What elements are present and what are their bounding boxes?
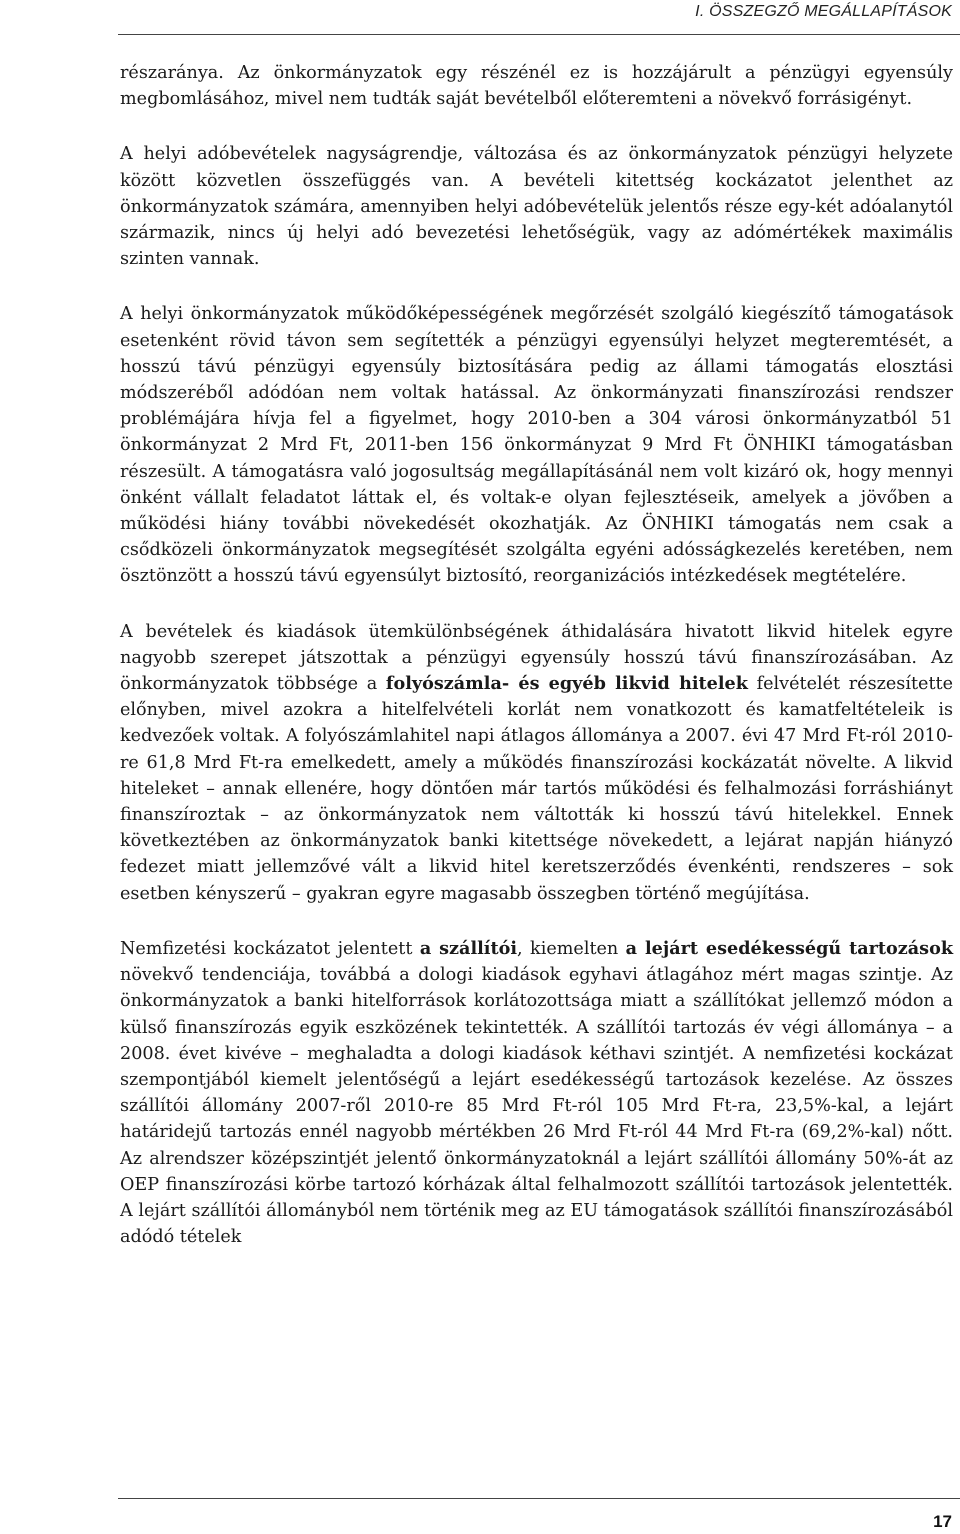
paragraph-text: A bevételek és kiadások ütemkülönbségének áthidalására hivatott likvid hitelek egyre nagyobb szerepet játszottak a pénzügyi egyensúly hosszú távú finanszírozásában. Az önkormányzatok többsége a <box>120 621 953 695</box>
page-body <box>120 60 953 1279</box>
running-header: I. ÖSSZEGZŐ MEGÁLLAPÍTÁSOK <box>695 3 952 20</box>
page-number: 17 <box>933 1512 952 1531</box>
paragraph-text: A helyi önkormányzatok működőképességének megőrzését szolgáló kiegészítő támogatások esetenként rövid távon sem segítették a pénzügyi egyensúlyi helyzet megteremtését, a hosszú távú pénzügyi egyensúly biztosítására pedig az állami támogatás elosztási módszeréből adódóan nem voltak hatással. Az önkormányzati finanszírozási rendszer problémájára hívja fel a figyelmet, hogy 2010-ben a 304 városi önkormányzatból 51 önkormányzat 2 Mrd Ft, 2011-ben 156 önkormányzat 9 Mrd Ft ÖNHIKI támogatásban részesült. A támogatásra való jogosultság megállapításánál nem volt kizáró ok, hogy mennyi önként vállalt feladatot láttak el, és voltak-e olyan fejlesztéseik, amelyek a jövőben a működési hiány további növekedését okozhatják. Az ÖNHIKI támogatás nem csak a csődközeli önkormányzatok megsegítését szolgálta egyéni adósságkezelés keretében, nem ösztönzött a hosszú távú egyensúlyt biztosító, reorganizációs intézkedések megtételére. <box>120 304 953 587</box>
paragraph-supplier-debt <box>120 936 953 1250</box>
paragraph-text: növekvő tendenciája, továbbá a dologi kiadások egyhavi átlagához mért magas szintje. Az önkormányzatok a banki hitelforrások korlátozottsága miatt a szállítókat jellemző módon a külső finanszírozás egyik eszközének tekintették. A szállítói tartozás év végi állománya – a 2008. évet kivéve – meghaladta a dologi kiadások kéthavi szintjét. A nemfizetési kockázat szempontjából kiemelt jelentőségű a lejárt esedékességű tartozások kezelése. Az összes szállítói állomány 2007-ről 2010-re 85 Mrd Ft-ról 105 Mrd Ft-ra, 23,5%-kal, a lejárt határidejű tartozás ennél nagyobb mértékben 26 Mrd Ft-ról 44 Mrd Ft-ra (69,2%-kal) nőtt. Az alrendszer középszintjét jelentő önkormányzatoknál a lejárt szállítói állomány 50%-át az OEP finanszírozási körbe tartozó kórházak által felhalmozott szállítói tartozások jelentették. A lejárt szállítói állományból nem történik meg az EU támogatások szállítói finanszírozásából adódó tételek <box>120 965 953 1248</box>
paragraph-text: részaránya. Az önkormányzatok egy részénél ez is hozzájárult a pénzügyi egyensúly megbomlásához, mivel nem tudták saját bevételből előteremteni a növekvő forrásigényt. <box>120 63 953 110</box>
footer-divider <box>118 1498 960 1499</box>
emphasis-text: a lejárt esedékességű tartozások <box>625 937 954 959</box>
header-divider <box>118 34 960 35</box>
paragraph-onhiki <box>120 301 953 589</box>
paragraph-text: , kiemelten <box>517 938 626 959</box>
paragraph-text: Nemfizetési kockázatot jelentett <box>120 938 420 959</box>
paragraph-text: A helyi adóbevételek nagyságrendje, változása és az önkormányzatok pénzügyi helyzete között közvetlen összefüggés van. A bevételi kitettség kockázatot jelenthet az önkormányzatok számára, amennyiben helyi adóbevételük jelentős része egy-két adóalanytól származik, nincs új helyi adó bevezetési lehetőségük, vagy az adómértékek maximális szinten vannak. <box>120 144 953 270</box>
paragraph-liquid-credit <box>120 619 953 907</box>
paragraph-continuation <box>120 60 953 112</box>
emphasis-text: folyószámla- és egyéb likvid hitelek <box>385 673 748 695</box>
paragraph-local-tax <box>120 141 953 272</box>
paragraph-text: felvételét részesítette előnyben, mivel azokra a hitelfelvételi korlát nem vonatkozott és kamatfeltételeik is kedvezőek voltak. A folyószámlahitel napi átlagos állománya a 2007. évi 47 Mrd Ft-ról 2010-re 61,8 Mrd Ft-ra emelkedett, amely a működés finanszírozási kockázatát növelte. A likvid hiteleket – annak ellenére, hogy döntően már tartós működési és felhalmozási forráshiányt finanszíroztak – az önkormányzatok nem váltották ki hosszú távú hitelekkel. Ennek következtében az önkormányzatok banki kitettsége növekedett, a lejárat napján hiányzó fedezet miatt jellemzővé vált a likvid hitel keretszerződés évenkénti, rendszeres – sok esetben kényszerű – gyakran egyre magasabb összegben történő megújítása. <box>120 674 953 904</box>
emphasis-text: a szállítói <box>419 937 518 959</box>
